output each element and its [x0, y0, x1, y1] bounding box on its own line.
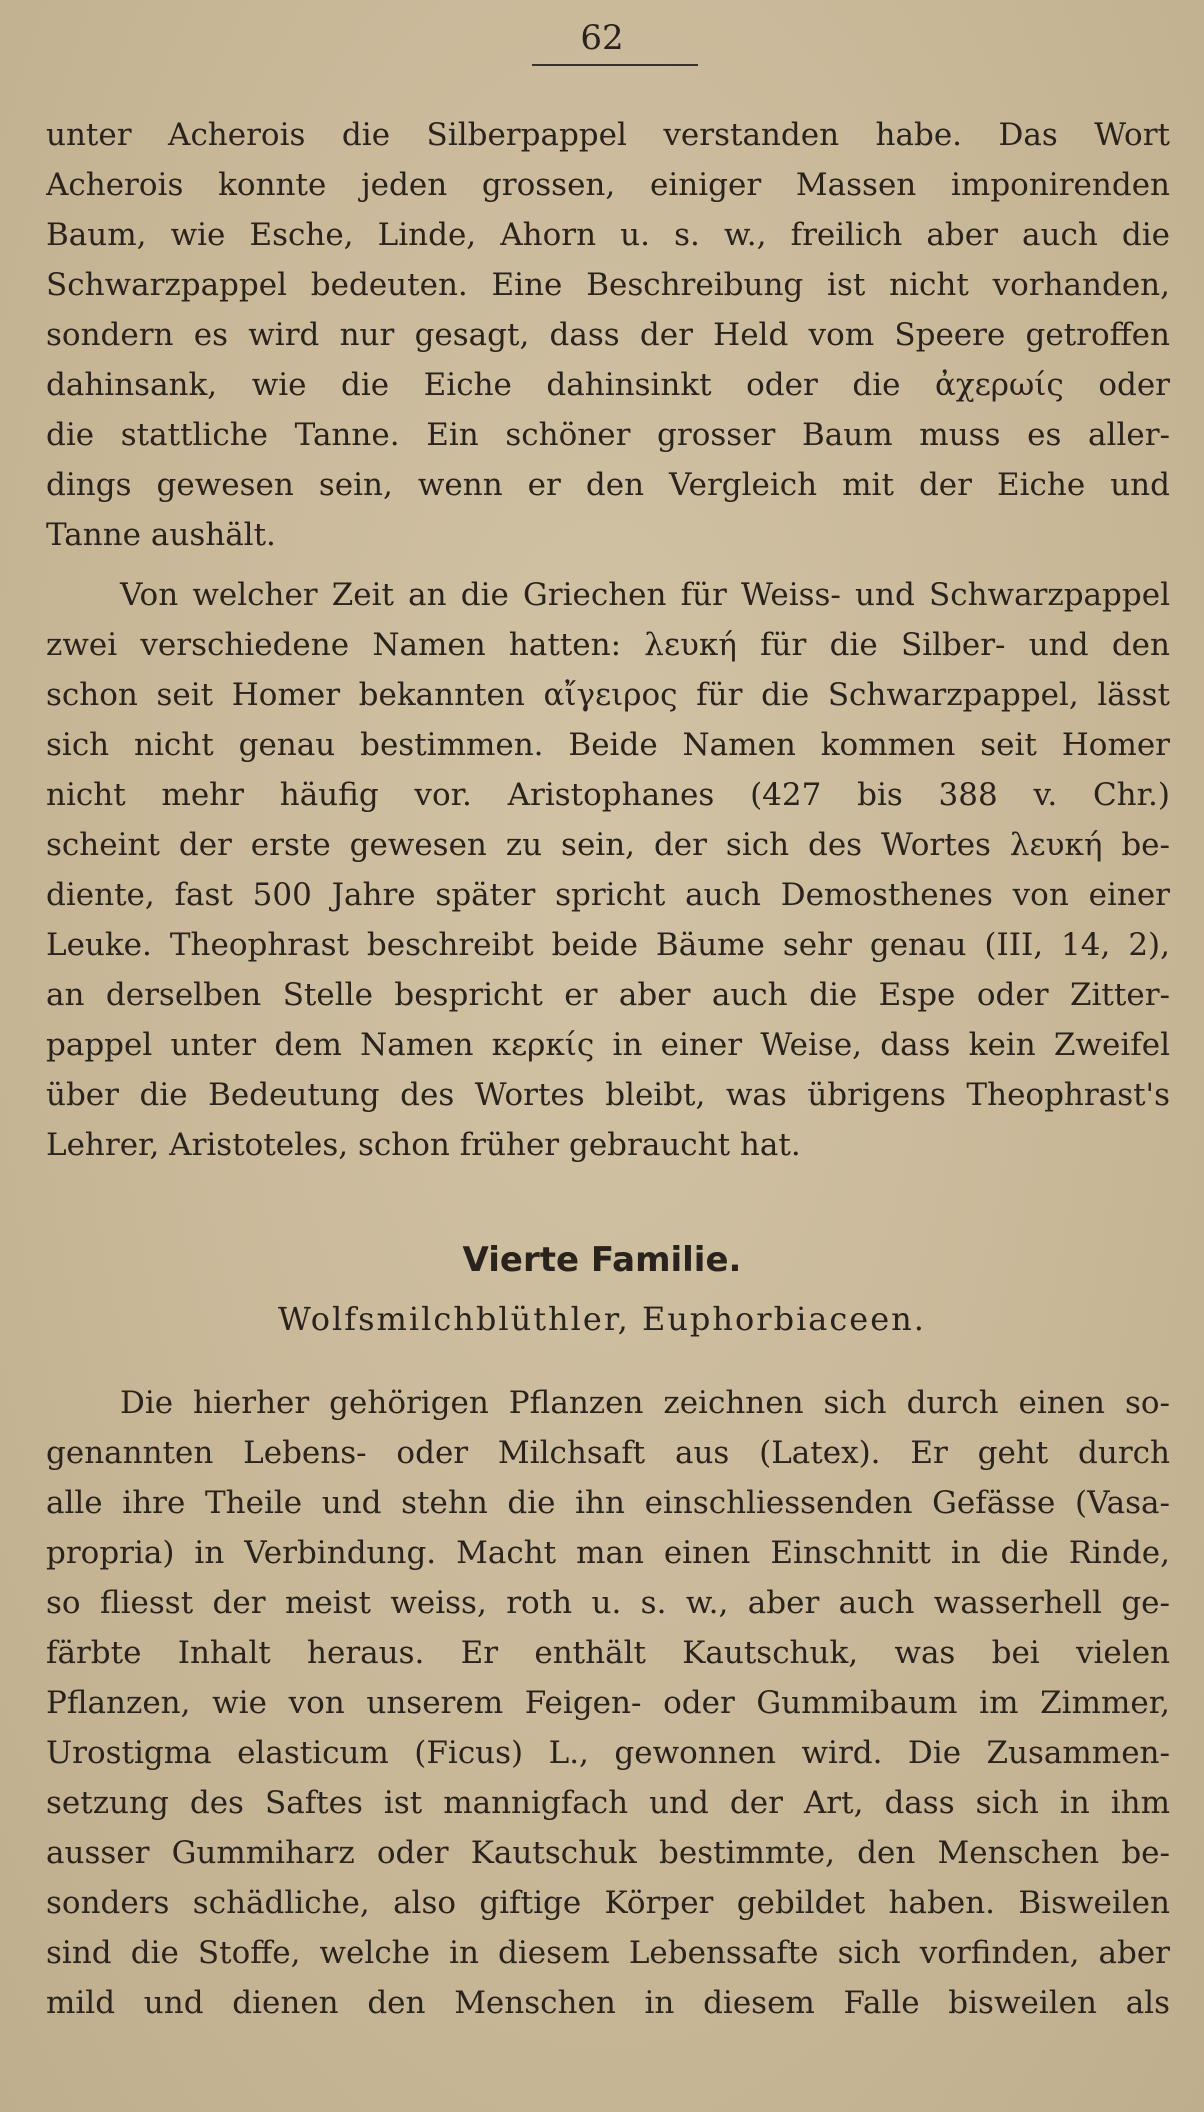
text-line: Von welcher Zeit an die Griechen für Weiss- und Schwarzpappel [120, 577, 1170, 613]
section-heading: Vierte Familie. [462, 1240, 742, 1280]
paragraph-1 [46, 110, 1170, 560]
text-line: Acherois konnte jeden grossen, einiger Massen imponirenden [46, 167, 1170, 203]
text-line: ausser Gummiharz oder Kautschuk bestimmte, den Menschen be- [46, 1835, 1170, 1871]
text-line: scheint der erste gewesen zu sein, der sich des Wortes λευκή be- [46, 827, 1170, 863]
text-line: pappel unter dem Namen κερκίς in einer Weise, dass kein Zweifel [46, 1027, 1170, 1063]
text-line: Leuke. Theophrast beschreibt beide Bäume sehr genau (III, 14, 2), [46, 927, 1170, 963]
text-line: färbte Inhalt heraus. Er enthält Kautschuk, was bei vielen [46, 1635, 1170, 1671]
text-line: die stattliche Tanne. Ein schöner grosser Baum muss es aller- [46, 417, 1170, 453]
text-line: Pflanzen, wie von unserem Feigen- oder Gummibaum im Zimmer, [46, 1685, 1170, 1721]
paragraph-3 [46, 1378, 1170, 2028]
text-line: alle ihre Theile und stehn die ihn einschliessenden Gefässe (Vasa- [46, 1485, 1170, 1521]
text-line: Urostigma elasticum (Ficus) L., gewonnen wird. Die Zusammen- [46, 1735, 1170, 1771]
text-line: so fliesst der meist weiss, roth u. s. w., aber auch wasserhell ge- [46, 1585, 1170, 1621]
text-line: dahinsank, wie die Eiche dahinsinkt oder die ἀχερωίς oder [46, 367, 1170, 403]
text-line: schon seit Homer bekannten αἴγειρος für die Schwarzpappel, lässt [46, 677, 1170, 713]
text-line: propria) in Verbindung. Macht man einen Einschnitt in die Rinde, [46, 1535, 1170, 1571]
text-line: Lehrer, Aristoteles, schon früher gebraucht hat. [46, 1127, 801, 1163]
text-line: unter Acherois die Silberpappel verstanden habe. Das Wort [46, 117, 1170, 153]
page-number-rule [532, 64, 698, 66]
text-line: Die hierher gehörigen Pflanzen zeichnen sich durch einen so- [120, 1385, 1170, 1421]
paragraph-2 [46, 570, 1170, 1170]
text-line: Tanne aushält. [46, 517, 276, 553]
text-line: sich nicht genau bestimmen. Beide Namen kommen seit Homer [46, 727, 1170, 763]
text-line: an derselben Stelle bespricht er aber auch die Espe oder Zitter- [46, 977, 1170, 1013]
text-line: nicht mehr häufig vor. Aristophanes (427 bis 388 v. Chr.) [46, 777, 1170, 813]
text-line: über die Bedeutung des Wortes bleibt, was übrigens Theophrast's [46, 1077, 1170, 1113]
text-line: dings gewesen sein, wenn er den Vergleich mit der Eiche und [46, 467, 1170, 503]
text-line: setzung des Saftes ist mannigfach und der Art, dass sich in ihm [46, 1785, 1170, 1821]
text-line: diente, fast 500 Jahre später spricht auch Demosthenes von einer [46, 877, 1170, 913]
text-line: Baum, wie Esche, Linde, Ahorn u. s. w., freilich aber auch die [46, 217, 1170, 253]
text-line: sondern es wird nur gesagt, dass der Held vom Speere getroffen [46, 317, 1170, 353]
text-line: sind die Stoffe, welche in diesem Lebenssafte sich vorfinden, aber [46, 1935, 1170, 1971]
text-line: Schwarzpappel bedeuten. Eine Beschreibung ist nicht vorhanden, [46, 267, 1170, 303]
page-number: 62 [580, 18, 624, 58]
section-subheading: Wolfsmilchblüthler, Euphorbiaceen. [278, 1300, 926, 1338]
text-line: mild und dienen den Menschen in diesem Falle bisweilen als [46, 1985, 1170, 2021]
text-line: zwei verschiedene Namen hatten: λευκή für die Silber- und den [46, 627, 1170, 663]
text-line: genannten Lebens- oder Milchsaft aus (Latex). Er geht durch [46, 1435, 1170, 1471]
text-line: sonders schädliche, also giftige Körper gebildet haben. Bisweilen [46, 1885, 1170, 1921]
